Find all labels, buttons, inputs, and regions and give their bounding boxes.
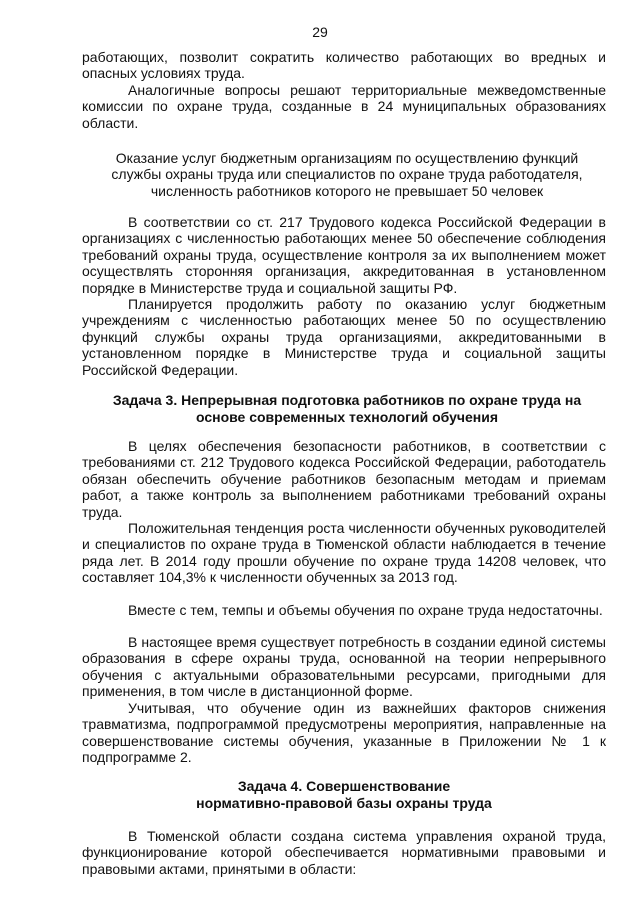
paragraph-training-measures: Учитывая, что обучение один из важнейших факторов снижения травматизма, подпрограммой предусмотрены мероприятия, направленные на совершенствование системы обучения, указанные в Приложении № 1 к подпрограмме 2. <box>82 700 606 766</box>
paragraph-safety-training: В целях обеспечения безопасности работников, в соответствии с требованиями ст. 212 Трудового кодекса Российской Федерации, работодатель обязан обеспечить обучение работников безопасным методам и приемам работ, а также контроль за выполнением работниками требований охраны труда. <box>82 438 606 520</box>
task4-heading-line1: Задача 4. Совершенствование <box>237 778 451 794</box>
task4-heading-line2: нормативно-правовой базы охраны труда <box>196 795 492 811</box>
task3-heading: Задача 3. Непрерывная подготовка работников по охране труда на основе современных технологий обучения <box>112 392 582 425</box>
section-subheading: Оказание услуг бюджетным организациям по осуществлению функций службы охраны труда или специалистов по охране труда работодателя, численность работников которого не превышает 50 человек <box>111 150 583 199</box>
paragraph-insufficient: Вместе с тем, темпы и объемы обучения по охране труда недостаточны. <box>128 602 603 618</box>
paragraph-commissions: Аналогичные вопросы решают территориальные межведомственные комиссии по охране труда, созданные в 24 муниципальных образованиях области. <box>82 82 606 131</box>
paragraph-article-217: В соответствии со ст. 217 Трудового кодекса Российской Федерации в организациях с численностью работающих менее 50 обеспечение соблюдения требований охраны труда, осуществление контроля за их выполнением может осуществлять сторонняя организация, аккредитованная в установленном порядке в Министерстве труда и социальной защиты РФ. <box>82 214 606 296</box>
paragraph-positive-trend: Положительная тенденция роста численности обученных руководителей и специалистов по охране труда в Тюменской области наблюдается в течение ряда лет. В 2014 году прошли обучение по охране труда 14208 человек, что составляет 104,3% к численности обученных за 2013 год. <box>82 520 606 586</box>
page-number: 29 <box>312 24 328 40</box>
paragraph-unified-system: В настоящее время существует потребность в создании единой системы образования в сфере охраны труда, основанной на теории непрерывного обучения с актуальными образовательными ресурсами, пригодными для применения, в том числе в дистанционной форме. <box>82 634 606 700</box>
paragraph-plan: Планируется продолжить работу по оказанию услуг бюджетным учреждениям с численностью работающих менее 50 по осуществлению функций службы охраны труда организациями, аккредитованными в установленном порядке в Министерстве труда и социальной защиты Российской Федерации. <box>82 296 606 378</box>
paragraph-management-system: В Тюменской области создана система управления охраной труда, функционирование которой обеспечивается нормативными правовыми и правовыми актами, принятыми в области: <box>82 828 606 877</box>
paragraph-continuation: работающих, позволит сократить количество работающих во вредных и опасных условиях труда. <box>82 49 606 82</box>
